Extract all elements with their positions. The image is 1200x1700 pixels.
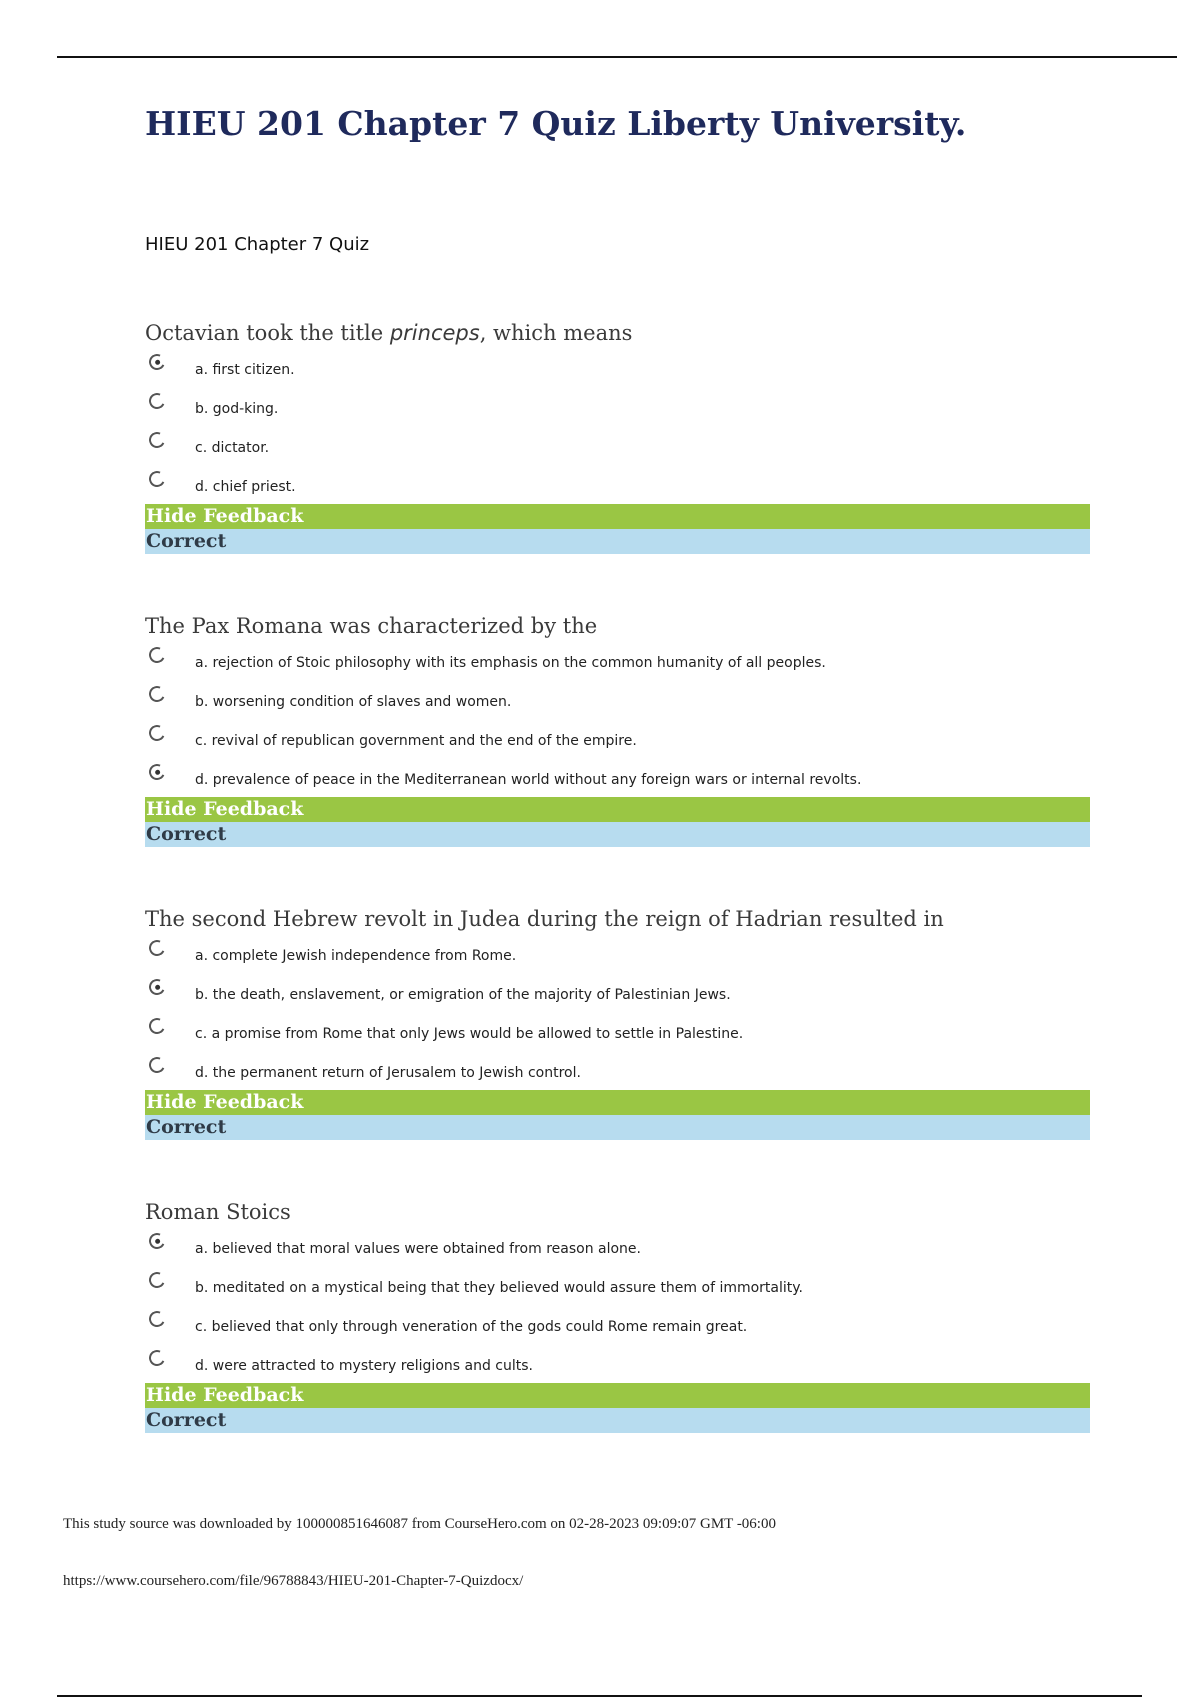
radio-button-icon[interactable] <box>147 352 168 373</box>
question-text-emphasis: princeps <box>389 321 480 345</box>
answer-option-d[interactable] <box>145 758 1090 797</box>
radio-button-icon[interactable] <box>147 1309 168 1330</box>
radio-button-icon[interactable] <box>147 1231 168 1252</box>
answer-option-d[interactable] <box>145 1344 1090 1383</box>
question-2 <box>145 611 1090 847</box>
download-notice: This study source was downloaded by 100000851646087 from CourseHero.com on 02-28-2023 09:09:07 GMT -06:00 <box>63 1516 776 1532</box>
answer-option-label: b. the death, enslavement, or emigration of the majority of Palestinian Jews. <box>195 987 731 1003</box>
hide-feedback-toggle[interactable]: Hide Feedback <box>145 1383 1090 1408</box>
answer-option-label: c. believed that only through veneration of the gods could Rome remain great. <box>195 1319 748 1335</box>
answer-option-c[interactable] <box>145 1305 1090 1344</box>
radio-button-icon[interactable] <box>147 723 168 744</box>
answer-option-label: d. chief priest. <box>195 479 296 495</box>
hide-feedback-toggle[interactable]: Hide Feedback <box>145 504 1090 529</box>
answer-option-d[interactable] <box>145 465 1090 504</box>
result-correct-banner: Correct <box>145 1115 1090 1140</box>
bottom-divider <box>57 1695 1142 1697</box>
answer-option-label: a. rejection of Stoic philosophy with its emphasis on the common humanity of all peoples. <box>195 655 826 671</box>
document-subtitle: HIEU 201 Chapter 7 Quiz <box>145 234 370 255</box>
source-url[interactable]: https://www.coursehero.com/file/96788843/HIEU-201-Chapter-7-Quizdocx/ <box>63 1573 524 1589</box>
answer-option-label: c. revival of republican government and the end of the empire. <box>195 733 637 749</box>
question-text-part: The second Hebrew revolt in Judea during the reign of Hadrian resulted in <box>145 907 944 931</box>
answer-option-label: a. believed that moral values were obtained from reason alone. <box>195 1241 641 1257</box>
question-text-part: , which means <box>479 321 633 345</box>
result-correct-banner: Correct <box>145 1408 1090 1433</box>
radio-button-icon[interactable] <box>147 391 168 412</box>
question-text-part: The Pax Romana was characterized by the <box>145 614 598 638</box>
result-correct-banner: Correct <box>145 822 1090 847</box>
top-divider <box>57 56 1177 58</box>
radio-button-icon[interactable] <box>147 938 168 959</box>
answer-option-c[interactable] <box>145 1012 1090 1051</box>
question-text-part: Roman Stoics <box>145 1200 291 1224</box>
answer-option-label: d. were attracted to mystery religions and cults. <box>195 1358 533 1374</box>
radio-button-icon[interactable] <box>147 1016 168 1037</box>
answer-option-b[interactable] <box>145 973 1090 1012</box>
question-4 <box>145 1197 1090 1433</box>
answer-option-a[interactable] <box>145 1227 1090 1266</box>
question-text <box>145 904 1090 934</box>
question-text <box>145 1197 1090 1227</box>
document-title: HIEU 201 Chapter 7 Quiz Liberty University. <box>145 104 967 143</box>
radio-button-icon[interactable] <box>147 1270 168 1291</box>
answer-option-label: d. the permanent return of Jerusalem to Jewish control. <box>195 1065 581 1081</box>
radio-button-icon[interactable] <box>147 684 168 705</box>
radio-button-icon[interactable] <box>147 1055 168 1076</box>
answer-option-b[interactable] <box>145 387 1090 426</box>
radio-button-icon[interactable] <box>147 1348 168 1369</box>
radio-button-icon[interactable] <box>147 762 168 783</box>
answer-option-a[interactable] <box>145 641 1090 680</box>
answer-option-label: a. complete Jewish independence from Rome. <box>195 948 517 964</box>
radio-button-icon[interactable] <box>147 977 168 998</box>
answer-option-a[interactable] <box>145 348 1090 387</box>
answer-option-label: c. a promise from Rome that only Jews would be allowed to settle in Palestine. <box>195 1026 744 1042</box>
answer-option-label: d. prevalence of peace in the Mediterranean world without any foreign wars or internal revolts. <box>195 772 862 788</box>
radio-button-icon[interactable] <box>147 645 168 666</box>
answer-option-label: c. dictator. <box>195 440 270 456</box>
radio-button-icon[interactable] <box>147 430 168 451</box>
answer-option-c[interactable] <box>145 719 1090 758</box>
answer-option-b[interactable] <box>145 1266 1090 1305</box>
answer-option-c[interactable] <box>145 426 1090 465</box>
answer-option-label: b. meditated on a mystical being that they believed would assure them of immortality. <box>195 1280 804 1296</box>
question-text <box>145 611 1090 641</box>
answer-option-a[interactable] <box>145 934 1090 973</box>
radio-button-icon[interactable] <box>147 469 168 490</box>
question-1 <box>145 318 1090 554</box>
question-3 <box>145 904 1090 1140</box>
answer-option-b[interactable] <box>145 680 1090 719</box>
answer-option-label: b. worsening condition of slaves and women. <box>195 694 512 710</box>
answer-option-label: b. god-king. <box>195 401 279 417</box>
answer-option-label: a. first citizen. <box>195 362 295 378</box>
result-correct-banner: Correct <box>145 529 1090 554</box>
answer-option-d[interactable] <box>145 1051 1090 1090</box>
hide-feedback-toggle[interactable]: Hide Feedback <box>145 797 1090 822</box>
question-text-part: Octavian took the title <box>145 321 390 345</box>
question-text <box>145 318 1090 348</box>
hide-feedback-toggle[interactable]: Hide Feedback <box>145 1090 1090 1115</box>
